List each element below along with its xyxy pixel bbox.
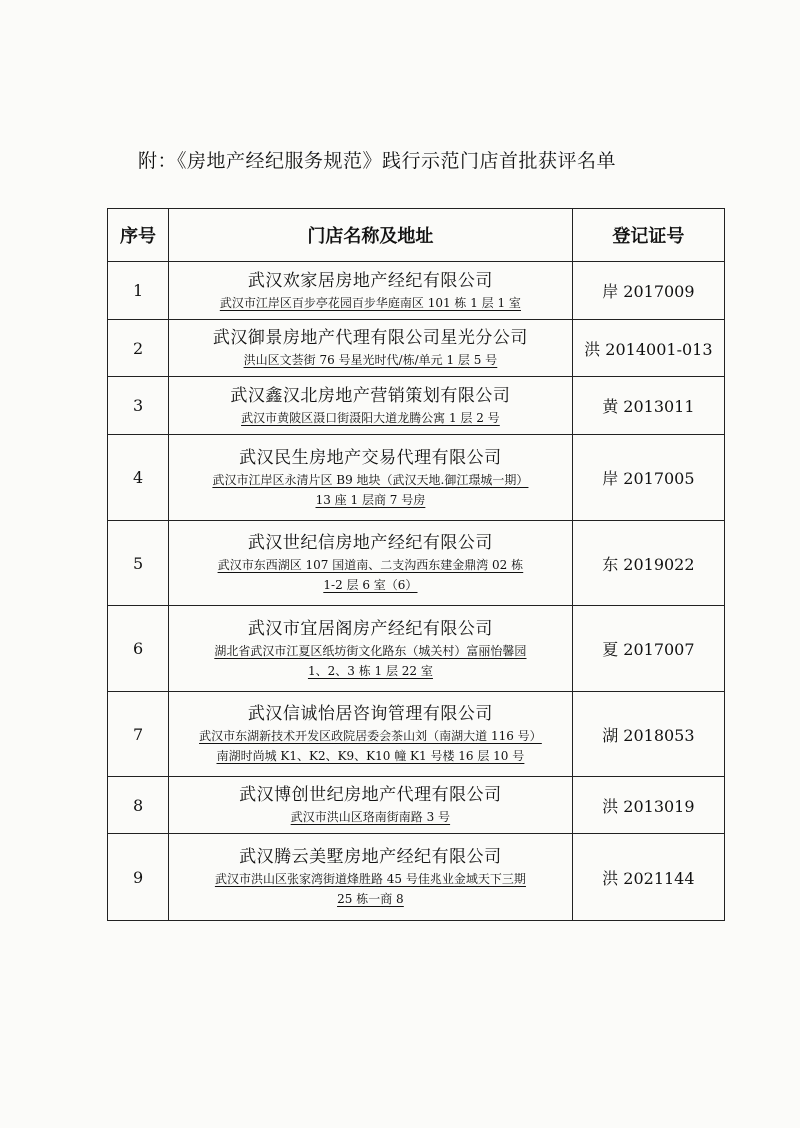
store-address-text: 1-2 层 6 室（6） [323, 578, 418, 592]
registration-number: 洪 2021144 [572, 834, 724, 921]
store-name: 武汉御景房地产代理有限公司星光分公司 [212, 328, 528, 348]
serial-number: 3 [108, 377, 169, 435]
serial-number: 9 [108, 834, 169, 921]
store-address [169, 350, 572, 370]
store-cell [169, 262, 573, 320]
serial-number: 5 [108, 521, 169, 606]
store-address [169, 807, 572, 827]
serial-number: 7 [108, 692, 169, 777]
store-address-text: 洪山区文荟街 76 号星光时代/栋/单元 1 层 5 号 [243, 353, 498, 367]
serial-number: 1 [108, 262, 169, 320]
table-row [108, 777, 725, 834]
store-address-line [169, 641, 572, 661]
serial-number: 4 [108, 435, 169, 521]
store-address-line [169, 293, 572, 313]
store-address-line [169, 869, 572, 889]
store-address-line [169, 470, 572, 490]
serial-number: 8 [108, 777, 169, 834]
store-name: 武汉鑫汉北房地产营销策划有限公司 [230, 385, 511, 406]
store-address-line [169, 408, 572, 428]
table-row [108, 692, 725, 777]
store-cell [169, 320, 573, 377]
table-row [108, 262, 725, 320]
header-serial-number: 序号 [108, 209, 169, 262]
registration-number: 黄 2013011 [572, 377, 724, 435]
registration-number: 岸 2017005 [572, 435, 724, 521]
store-cell [169, 777, 573, 834]
table-header-row [108, 209, 725, 262]
store-address [169, 555, 572, 595]
store-cell [169, 435, 573, 521]
table-row [108, 320, 725, 377]
award-list-table [107, 208, 725, 921]
store-address-text: 武汉市江岸区永清片区 B9 地块（武汉天地.御江璟城一期） [212, 472, 529, 487]
store-address [169, 470, 572, 510]
header-registration-number: 登记证号 [572, 209, 724, 262]
store-cell [169, 606, 573, 692]
store-address [169, 869, 572, 909]
store-address-line [169, 555, 572, 575]
document-title: 附：《房地产经纪服务规范》践行示范门店首批获评名单 [138, 150, 617, 172]
store-address-text: 武汉市东西湖区 107 国道南、二支沟西东建金鼎湾 02 栋 [217, 558, 524, 572]
store-cell [169, 377, 573, 435]
store-address-line [169, 575, 572, 595]
registration-number: 洪 2014001-013 [572, 320, 724, 377]
store-name: 武汉世纪信房地产经纪有限公司 [247, 533, 493, 553]
serial-number: 6 [108, 606, 169, 692]
store-address-line [169, 726, 572, 746]
registration-number: 湖 2018053 [572, 692, 724, 777]
store-name: 武汉腾云美墅房地产经纪有限公司 [239, 847, 502, 867]
table-row [108, 521, 725, 606]
header-store-name-address: 门店名称及地址 [169, 209, 573, 262]
store-address-line [169, 746, 572, 766]
store-address-text: 1、2、3 栋 1 层 22 室 [307, 663, 433, 678]
store-cell [169, 834, 573, 921]
store-address [169, 408, 572, 428]
store-cell [169, 692, 573, 777]
store-address-text: 武汉市黄陂区滠口街滠阳大道龙腾公寓 1 层 2 号 [241, 410, 500, 425]
serial-number: 2 [108, 320, 169, 377]
store-address-text: 南湖时尚城 K1、K2、K9、K10 幢 K1 号楼 16 层 10 号 [216, 749, 525, 763]
store-address-text: 武汉市洪山区张家湾街道烽胜路 45 号佳兆业金域天下三期 [214, 872, 526, 886]
store-cell [169, 521, 573, 606]
store-address-line [169, 350, 572, 370]
store-address-line [169, 807, 572, 827]
table-row [108, 377, 725, 435]
store-address [169, 726, 572, 766]
table-row [108, 435, 725, 521]
store-address-text: 武汉市江岸区百步亭花园百步华庭南区 101 栋 1 层 1 室 [219, 295, 521, 310]
store-address-text: 武汉市东湖新技术开发区政院居委会茶山刘（南湖大道 116 号） [199, 729, 542, 743]
store-address-text: 13 座 1 层商 7 号房 [315, 492, 426, 507]
registration-number: 岸 2017009 [572, 262, 724, 320]
store-address-line [169, 661, 572, 681]
store-name: 武汉市宜居阁房产经纪有限公司 [247, 618, 493, 639]
registration-number: 东 2019022 [572, 521, 724, 606]
store-address-line [169, 889, 572, 909]
store-address-text: 武汉市洪山区珞南街南路 3 号 [290, 810, 451, 824]
registration-number: 夏 2017007 [572, 606, 724, 692]
store-name: 武汉博创世纪房地产代理有限公司 [239, 785, 502, 805]
store-address-text: 25 栋一商 8 [337, 892, 404, 906]
store-address [169, 293, 572, 313]
store-address-text: 湖北省武汉市江夏区纸坊街文化路东（城关村）富丽怡馨园 [214, 643, 527, 658]
store-address-line [169, 490, 572, 510]
table-row [108, 834, 725, 921]
store-name: 武汉欢家居房地产经纪有限公司 [247, 270, 493, 291]
registration-number: 洪 2013019 [572, 777, 724, 834]
store-name: 武汉信诚怡居咨询管理有限公司 [247, 704, 493, 724]
table-row [108, 606, 725, 692]
store-address [169, 641, 572, 681]
store-name: 武汉民生房地产交易代理有限公司 [239, 447, 502, 468]
